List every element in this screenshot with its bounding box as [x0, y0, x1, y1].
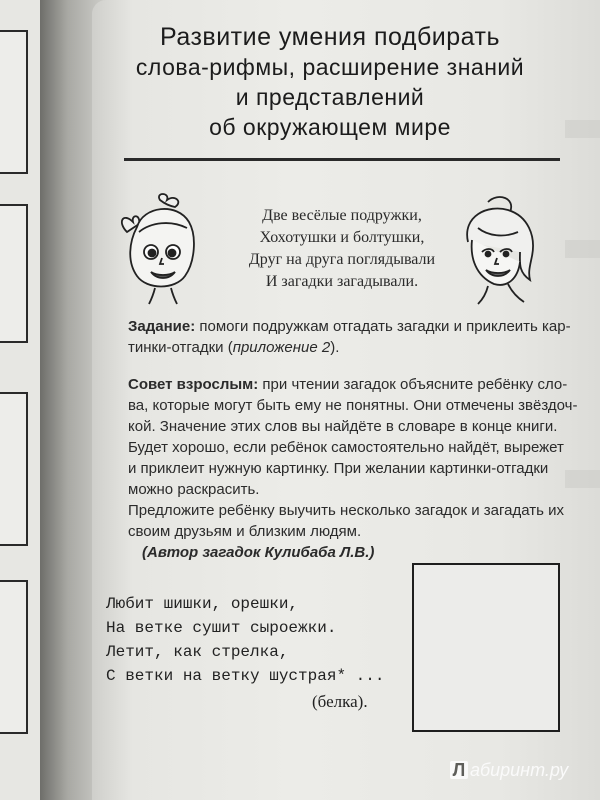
riddle-line: Летит, как стрелка, [106, 643, 289, 661]
author-credit: (Автор загадок Кулибаба Л.В.) [142, 544, 375, 561]
advice-text: при чтении загадок объясните ребёнку сло- [258, 376, 568, 393]
poem-line: Хохотушки и болтушки, [259, 229, 425, 246]
left-page-box [0, 30, 28, 174]
advice-text: кой. Значение этих слов вы найдёте в словаре в конце книги. [128, 418, 558, 435]
riddle-answer: (белка). [312, 692, 368, 711]
advice-text: ва, которые могут быть ему не понятны. Они отмечены звёздоч- [128, 397, 578, 414]
task-paragraph [128, 316, 571, 358]
girl-with-bows-illustration [115, 192, 205, 307]
watermark-text: абиринт.ру [470, 760, 569, 780]
riddle-line: С ветки на ветку шустрая* ... [106, 667, 385, 685]
left-page-edge [0, 0, 40, 800]
task-text: ). [330, 339, 340, 356]
advice-text: Предложите ребёнку выучить несколько загадок и загадать их [128, 502, 564, 519]
riddle [106, 592, 396, 688]
intro-poem [232, 205, 452, 293]
advice-text: своим друзьям и близким людям. [128, 523, 362, 540]
bleed-through [565, 470, 600, 488]
advice-text: Будет хорошо, если ребёнок самостоятельно найдёт, вырежет [128, 439, 564, 456]
watermark [450, 760, 568, 781]
title-line: слова-рифмы, расширение знаний [135, 54, 525, 80]
title-line: Развитие умения подбирать [159, 23, 500, 51]
appendix-reference: приложение 2 [232, 339, 331, 356]
title-line: и представлений [235, 84, 425, 110]
bleed-through [565, 240, 600, 258]
task-label: Задание: [128, 318, 196, 335]
advice-label: Совет взрослым: [128, 376, 259, 393]
watermark-logo-icon: Л [450, 761, 468, 779]
task-text: помоги подружкам отгадать загадки и приклеить кар- [195, 318, 571, 335]
bleed-through [565, 120, 600, 138]
left-page-box [0, 580, 28, 734]
title-divider [124, 158, 560, 161]
advice-text: можно раскрасить. [128, 481, 260, 498]
girl-with-ponytail-illustration [448, 192, 548, 307]
page-title [128, 22, 532, 142]
poem-line: И загадки загадывали. [265, 273, 419, 290]
poem-line: Две весёлые подружки, [262, 207, 422, 224]
task-text: тинки-отгадки ( [128, 339, 233, 356]
riddle-line: На ветке сушит сыроежки. [106, 619, 337, 637]
left-page-box [0, 204, 28, 343]
poem-line: Друг на друга поглядывали [248, 251, 436, 268]
picture-answer-box[interactable] [412, 563, 560, 732]
advice-text: и приклеит нужную картинку. При желании картинки-отгадки [128, 460, 549, 477]
advice-paragraph [128, 374, 578, 563]
riddle-line: Любит шишки, орешки, [106, 595, 299, 613]
title-line: об окружающем мире [209, 114, 451, 140]
left-page-box [0, 392, 28, 546]
